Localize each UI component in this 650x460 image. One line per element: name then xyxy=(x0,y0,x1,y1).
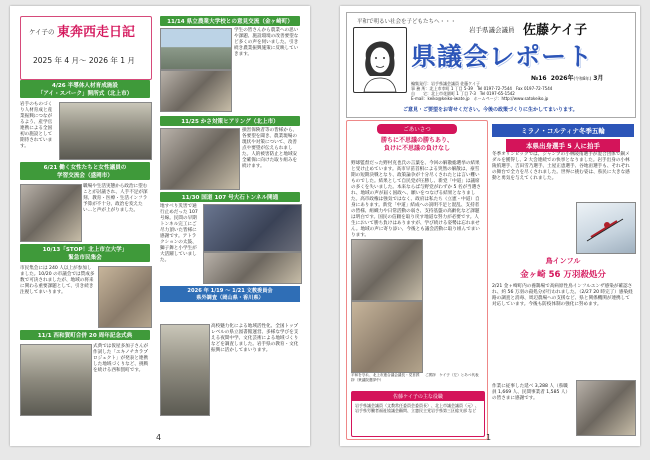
photo xyxy=(351,239,423,301)
photo xyxy=(160,128,240,190)
photo xyxy=(59,102,152,160)
greeting-body: 野球監督だった野村克也氏の言葉を、今回の解散総選挙の結果と受け止めています。高市早苗首相による突然の解散は、豪雪期の短期決戦となり、政策論争が十分尽くされたとは言い難いものでした。結果として自民党が圧勝し、新党「中道」は議席の多くを失いました。本来ならば与野党がわずか 5 名が当選され、地域の声が届く国政へ、願いをつなげる結果となりました。高市政権は強気ではなく、政府は私たち（立憲・中道）自身にあります。新党「中道」結成への説明不足と混乱、支持者の皆様、組織力や日常活動の弱さ、支持基盤の高齢化など課題は明白です。国民の信頼を取り戻す地道な努力が必要です。人生において勝ち負けはありますが、学び続ける姿勢は忘れません。地域の声に寄り添い、今後とも議会活動に取り組んでまいります。 xyxy=(351,161,481,238)
entry-body: 職場や生活実態から政治に望むことが討議され、人手不足が深刻、教育・医療・生活インフラ予算が不十分、政治を変えたい…と声が上がりました。 xyxy=(83,184,148,213)
diary-entry: 2026 年 1/19 ～ 1/21 文教委員会 県外調査（岡山県・香川県） xyxy=(160,286,300,302)
photo xyxy=(160,70,232,112)
diary-title-small: ケイ子の xyxy=(29,28,55,36)
olympic-headline-b: 本県出身選手 5 人に拍手 xyxy=(506,139,620,152)
flu-section xyxy=(492,256,634,280)
diary-period: 2025 年 4 月～ 2026 年 1 月 xyxy=(33,56,135,65)
photo xyxy=(160,324,210,416)
greeting-body-cont xyxy=(425,239,483,389)
photo xyxy=(351,301,423,373)
greeting-headline: 勝ちに不思議の勝ちあり、 負けに不思議の負けなし xyxy=(380,137,453,152)
photo xyxy=(160,28,232,70)
newsletter-title: 県議会レポート xyxy=(411,42,594,71)
diary-title-box xyxy=(20,16,152,80)
flu-headline-a: 鳥インフル xyxy=(545,257,581,265)
photo xyxy=(203,204,302,252)
olympic-headline-a: ミラノ・コルティナ冬季五輪 xyxy=(492,124,634,137)
diary-entry: 6/21 働く女性たちと女性議員の 学習交流会（盛岡市） xyxy=(20,162,150,180)
roles-box xyxy=(351,391,485,437)
photo-caption: 平和を守れ、北上市連合議会議長・党首挨拶（衆議院選挙中） xyxy=(351,373,420,382)
diary-entry: 11/30 国道 107 号大石トンネル開通 xyxy=(160,192,300,202)
roles-body: 岩手県議会議員（文教常任委員会委員長）、北上市議会議員（元）、岩手県労働者福祉協議会顧問、立憲民主党岩手県第三区総支部 など xyxy=(355,403,479,413)
photo xyxy=(20,184,82,242)
diary-entry: 11/14 県立農業大学校との意見交流（金ヶ崎町） xyxy=(160,16,300,26)
diary-entry: 10/13「STOP！北上市立大学」 緊急市民集会 xyxy=(20,244,150,262)
diary-entry: 11/25 かさ対策ヒアリング（北上市） xyxy=(160,116,300,126)
masthead xyxy=(346,12,636,118)
photo xyxy=(98,266,152,328)
issue-info: №16 2026年(令和8年) 3月 xyxy=(531,75,604,82)
diary-entry xyxy=(20,80,150,98)
member-name: 佐藤ケイ子 xyxy=(523,23,588,38)
diary-title: 東奔西走日記 xyxy=(57,25,136,40)
entry-body: 学生の皆さんから農業への思いや課題、施設環境の改善要望など多くの声を伺いました。引き続き農業振興施策に反映していきます。 xyxy=(234,28,299,57)
portrait xyxy=(353,27,407,93)
roles-title: 佐藤ケイ子の主な役職 xyxy=(352,392,484,401)
entry-body: 市民集会には 240 人以上が参加しました。10/20 の市議会では賛成多数で可決されましたが、地域の将来に関わる重要課題として、引き続き注視してまいります。 xyxy=(20,266,95,295)
ski-jumper-icon xyxy=(577,203,635,253)
page-number: 1 xyxy=(486,433,492,442)
olympic-section xyxy=(492,124,634,152)
entry-body: 地すべり災害で通行止めだった 107 号線。民間の早期トンネル完工にご尽力頂いた皆様に感謝です。アトラクションの太鼓、獅子舞と小学生が大活躍していました。 xyxy=(160,204,198,263)
flu-body: 2/21 金ヶ崎町内の養鶏場で高病原性鳥インフルエンザ感染が確認され、約 56 万羽の殺処分が行われました。（2/27 20 時完了）感染経路の調査と消毒、周辺農場への支援など、県と関係機関が連携して対応しています。今後も防疫体制の強化に努めます。 xyxy=(492,284,633,307)
slogan: 平和で明るい社会を子どもたちへ・・・ xyxy=(357,19,457,25)
notice: ご意見・ご要望をお寄せください。今後の政策づくりに生かしてまいります。 xyxy=(403,107,578,113)
entry-body: 岩手のものづくり人材育成と産業振興につながるよう、産学官連携による全国初の施設として期待されています。 xyxy=(20,102,53,149)
greeting-label: ごあいさつ xyxy=(377,124,457,134)
portrait-icon xyxy=(354,28,406,92)
publisher-info: 編集発行：岩手県議会議員 佐藤ケイ子 事 務 所：北上市幸町 1 丁目 5-39 Tel 0197-72-7544 Fax 0197-72-7544 自 宅：北上市花園町 1 丁目 7-3 Tel 0197-65-1542 E-mail：keiko@keiko-iwate.jp ホームページ：http://www.satokeiko.jp xyxy=(411,81,553,101)
entry-heading: 4/26 半導体人材育成施設 「アイ・スパーク」開所式（北上市） xyxy=(20,80,150,98)
greeting-section xyxy=(346,120,488,440)
left-page xyxy=(10,6,310,446)
olympic-body: 冬季オリンピックでは、ジャンプの小林陵侑選手が混合団体で銅メダルを獲得し、2 大会連続での快挙となりました。岩手出身の小林陵侑選手、吉田雪乃選手、土屋正恵選手、谷地宙選手も、それぞれの舞台で全力を尽くされました。世界に挑む姿は、県民に大きな感動と勇気を与えてくれました。 xyxy=(492,152,630,181)
flu-headline-b: 金ヶ崎 56 万羽殺処分 xyxy=(520,270,606,280)
entry-body: 高校魅力化による地域活性化、全国トップレベルの県立図書館運営、多様な学びを支える夜間中学、文化芸術による地域づくりなどを調査しました。岩手県の教育・文化振興に活かしてまいります。 xyxy=(211,324,299,353)
photo xyxy=(576,380,636,436)
photo xyxy=(20,344,92,416)
member-label: 岩手県議会議員 xyxy=(469,26,515,34)
photo-caption-right: ご挨拶 ケイ子（左）とあべ代表 xyxy=(425,373,479,377)
entry-body: 式典では仮屋多加子さんが作詞した「ユキノチカラプロジェクト」が発表と連携した地域づくりなど、挑戦を続ける西和賀町です。 xyxy=(93,344,149,373)
page-number: 4 xyxy=(156,433,162,442)
photo xyxy=(203,252,302,284)
right-page xyxy=(340,6,640,446)
entry-body: 損害保険者等の皆様から、各要望を聞き、農業現場の現状や対策について、改善点や要望が伝えられました。人的被害防止と地域安全確保に向けた取り組みを続けます。 xyxy=(242,128,298,169)
diary-entry: 11/1 西和賀町合併 20 周年記念式典 xyxy=(20,330,150,340)
flu-closing: 作業に従事した延べ 3,288 人（県職員 1,669 人、民間事業者 1,585 人）の皆さまに感謝です。 xyxy=(492,384,571,401)
photo xyxy=(576,202,636,254)
